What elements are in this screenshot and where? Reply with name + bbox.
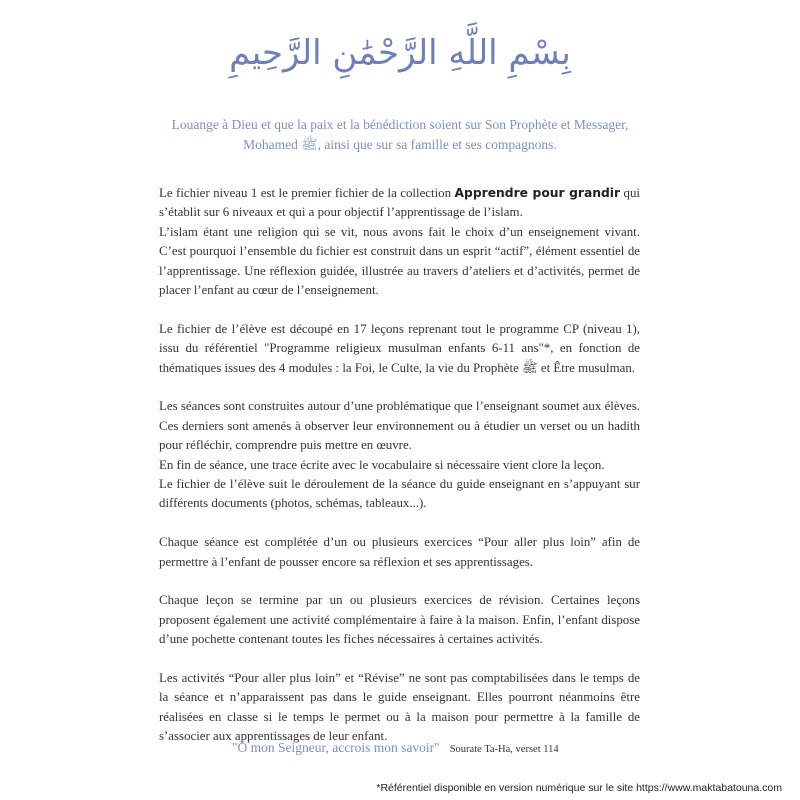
paragraph-4: Chaque séance est complétée d’un ou plusieurs exercices “Pour aller plus loin” afin de permettre à l’enfant de pousser encore sa réflexion et ses apprentissages. (159, 535, 640, 569)
paragraph-1 (159, 184, 640, 300)
paragraph-1-continued: L’islam étant une religion qui se vit, nous avons fait le choix d’un enseignement vivant. C’est pourquoi l’ensemble du fichier est construit dans un esprit “actif”, élément essentiel de l’apprentissage. Une réflexion guidée, illustrée au travers d’ateliers et d’activités, permet de placer l’enfant au cœur de l’enseignement. (159, 224, 640, 298)
intro-line-1: Louange à Dieu et que la paix et la bénédiction soient sur Son Prophète et Messager, (171, 117, 629, 132)
intro-blessing (120, 115, 680, 155)
quote-text: "Ô mon Seigneur, accrois mon savoir" (232, 740, 440, 755)
closing-quote (232, 739, 559, 757)
footnote: *Référentiel disponible en version numérique sur le site https://www.maktabatouna.com (376, 782, 782, 794)
basmala-calligraphy: بِسْمِ اللَّهِ الرَّحْمَٰنِ الرَّحِيمِ (229, 33, 571, 73)
paragraph-2: Le fichier de l’élève est découpé en 17 leçons reprenant tout le programme CP (niveau 1), issu du référentiel "Programme religieux musulman enfants 6-11 ans"*, en fonction de thématiques issues des 4 modules : la Foi, le Culte, la vie du Prophète ﷺ et Être musulman. (159, 321, 640, 375)
paragraph-3-line-2: En fin de séance, une trace écrite avec le vocabulaire si nécessaire vient clore la leçon. (159, 457, 605, 472)
paragraph-3-line-1: Les séances sont construites autour d’une problématique que l’enseignant soumet aux élèves. Ces derniers sont amenés à observer leur environnement ou à étudier un verset ou un hadith pour réfléchir, comprendre puis mettre en œuvre. (159, 399, 640, 453)
paragraph-1-end: qui s’établit sur 6 niveaux et qui a pour objectif l’apprentissage de l’islam. (159, 186, 641, 220)
paragraph-6: Les activités “Pour aller plus loin” et “Révise” ne sont pas comptabilisées dans le temps de la séance et n’apparaissent pas dans le guide enseignant. Elles pourront néanmoins être réalisées en classe si le temps le permet ou à la maison pour permettre à la famille de s’associer aux apprentissages de leur enfant. (159, 671, 640, 744)
paragraph-1-start: Le fichier niveau 1 est le premier fichier de la collection (159, 186, 455, 200)
body-text (159, 184, 640, 766)
paragraph-5: Chaque leçon se termine par un ou plusieurs exercices de révision. Certaines leçons proposent également une activité complémentaire à faire à la maison. Enfin, l’enfant dispose d’une pochette contenant toutes les fiches nécessaires à certaines activités. (159, 593, 640, 647)
quote-source: Sourate Ta-Ha, verset 114 (449, 744, 559, 755)
paragraph-3-line-3: Le fichier de l’élève suit le déroulement de la séance du guide enseignant en s’appuyant sur différents documents (photos, schémas, tableaux...). (159, 477, 640, 511)
paragraph-3 (159, 397, 640, 513)
collection-title: Apprendre pour grandir (454, 186, 621, 200)
intro-line-2: Mohamed ﷺ, ainsi que sur sa famille et ses compagnons. (243, 137, 557, 152)
